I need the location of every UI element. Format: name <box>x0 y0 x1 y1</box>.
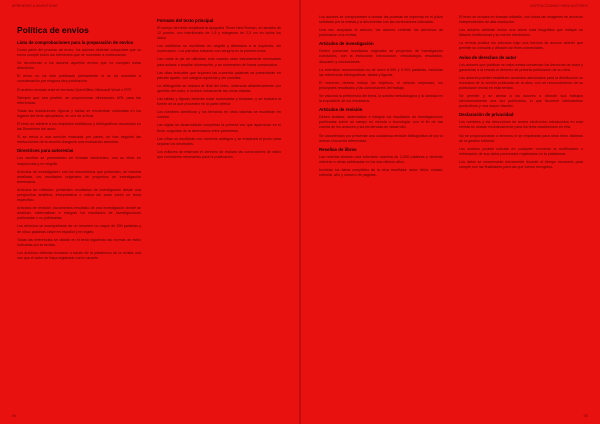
paragraph: Deben presentar resultados originales de proyectos de investigación concluidos, con la estructura: introducción, metodología, resultados, discusión y conclusiones. <box>319 49 443 64</box>
paragraph: Las notas al pie se utilizarán solo cuando sean estrictamente necesarias para aclarar o ampliar información, y se numerarán de forma consecutiva. <box>157 57 281 67</box>
paragraph: Las tablas y figuras deberán estar numeradas y tituladas, y se indicará la fuente de la que proceden en la parte inferior. <box>157 97 281 107</box>
paragraph: Los archivos deberán enviarse a través de la plataforma de la revista una vez que el autor se haya registrado como usuario. <box>17 250 141 260</box>
section-heading: Reseñas de libros <box>319 146 357 152</box>
paragraph: El envío no ha sido publicado previamente ni se ha sometido a consideración por ninguna otra publicación. <box>17 74 141 84</box>
paragraph: Las siglas se desarrollarán completas la primera vez que aparezcan en el texto, seguidas de la abreviatura entre paréntesis. <box>157 123 281 133</box>
paragraph: Artículos de investigación: son los documentos que presentan, de manera detallada, los resultados originales de proyectos de investigación terminados. <box>17 169 141 184</box>
paragraph: Los datos se conservarán únicamente durante el tiempo necesario para cumplir con las finalidades para las que fueron recogidos. <box>459 159 583 169</box>
paragraph: Las cifras se escribirán con números arábigos y se empleará el punto para separar los decimales. <box>157 136 281 146</box>
paragraph: Como parte del proceso de envío, los autores deberán comprobar que su envío cumple todos los elementos que se muestran a continuación. <box>17 48 141 58</box>
text-column-2 <box>157 15 281 410</box>
section-heading: Artículos de investigación <box>319 41 374 47</box>
paragraph: Artículos de reflexión: presentan resultados de investigación desde una perspectiva analítica, interpretativa o crítica del autor sobre un tema específico. <box>17 187 141 203</box>
paragraph: Los artículos se acompañarán de un resumen no mayor de 250 palabras y de cinco palabras clave en español y en inglés. <box>17 224 141 234</box>
text-column-1 <box>17 15 141 410</box>
paragraph: Los nombres científicos y los términos en otros idiomas se escribirán en cursiva. <box>157 110 281 120</box>
paragraph: El resumen deberá indicar los objetivos, el método empleado, los principales resultados y las conclusiones del trabajo. <box>319 80 443 90</box>
paragraph: Las citas textuales que superen las cuarenta palabras se presentarán en párrafo aparte, con sangría izquierda y sin comillas. <box>157 70 281 80</box>
paragraph: Si se envía a una sección evaluada por pares, se han seguido las instrucciones de la sección Asegurar una evaluación anónima. <box>17 135 141 145</box>
paragraph: Los nombres y las direcciones de correo electrónico introducidos en esta revista se usarán exclusivamente para los fines establecidos en ella. <box>459 120 583 130</box>
paragraph: Los autores deberán incluir una breve nota biográfica que indique su filiación institucional y su correo electrónico. <box>459 28 583 38</box>
text-column-2 <box>459 15 583 410</box>
paragraph: La extensión recomendada es de entre 6.000 y 9.000 palabras, incluidas las referencias bibliográficas, tablas y figuras. <box>319 67 443 77</box>
paragraph: El cuerpo del texto empleará la tipografía Times New Roman, en tamaño de 12 puntos, con interlineado de 1,5 y márgenes de 2,5 cm en todos los lados. <box>157 26 281 41</box>
paragraph: Los autores se comprometen a revisar las pruebas de imprenta en el plazo señalado por la revista y a devolverlas con las correcciones indicadas. <box>319 15 443 25</box>
paragraph: Los subtítulos se escribirán en negrita y alineados a la izquierda, sin numeración. Los párrafos iniciarán con sangría en la primera línea. <box>157 44 281 54</box>
paragraph: Los autores podrán solicitar en cualquier momento la rectificación o eliminación de sus datos personales registrados en la plataforma. <box>459 146 583 156</box>
section-heading: Formato del texto principal <box>157 18 214 23</box>
right-page <box>300 0 600 424</box>
paragraph: El archivo enviado está en formato OpenOffice, Microsoft Word o RTF. <box>17 87 132 92</box>
paragraph: La revista publica los artículos bajo una licencia de acceso abierto que permite su consulta y difusión sin fines comerciales. <box>459 41 583 51</box>
section-title: Política de envíos <box>17 25 89 35</box>
paragraph: Los escritos se presentarán en formato electrónico, con su título en mayúsculas y en negrita. <box>17 156 141 166</box>
section-heading: Declaración de privacidad <box>459 112 514 118</box>
column-content <box>157 18 281 160</box>
text-column-1 <box>319 15 443 410</box>
section-heading: Directrices para autores/as <box>17 148 74 154</box>
column-content <box>319 15 443 178</box>
paragraph: Se devolverán a los autores aquellos envíos que no cumplan estas directrices. <box>17 61 141 71</box>
section-heading: Artículos de revisión <box>319 107 363 113</box>
paragraph: Se permite y se anima a los autores a difundir sus trabajos electrónicamente una vez publicados, lo que favorece intercambios productivos y una mayor citación. <box>459 94 583 109</box>
section-heading: Lista de comprobaciones para la preparación de envíos <box>17 40 134 45</box>
paragraph: El texto se enviará en formato editable, con todas las imágenes en archivos independientes de alta resolución. <box>459 15 583 25</box>
page-number: 95 <box>583 413 588 418</box>
paragraph: La bibliografía se ubicará al final del texto, ordenada alfabéticamente por apellido del autor, e incluirá únicamente las obras citadas. <box>157 83 281 93</box>
page-number: 94 <box>12 413 17 418</box>
paragraph: Una vez aceptado el artículo, los autores cederán los derechos de publicación a la revista. <box>319 28 443 38</box>
paragraph: Siempre que sea posible, se proporcionan direcciones URL para las referencias. <box>17 95 141 105</box>
paragraph: Incluirán los datos completos de la obra reseñada: autor, título, ciudad, editorial, año y número de páginas. <box>319 167 443 177</box>
paragraph: Se valorará la pertinencia del tema, la solidez metodológica y la claridad en la exposición de los resultados. <box>319 94 443 104</box>
paragraph: Los autores pueden establecer acuerdos adicionales para la distribución no exclusiva de la versión publicada de la obra, con un reconocimiento de su publicación inicial en esta revista. <box>459 75 583 90</box>
section-heading: Aviso de derechos de autor <box>459 54 517 60</box>
paragraph: Todas las ilustraciones, figuras y tablas se encuentran colocadas en los lugares del texto apropiados, en vez de al final. <box>17 108 141 118</box>
paragraph: Los editores se reservan el derecho de realizar las correcciones de estilo que consideren necesarias para la publicación. <box>157 149 281 159</box>
paragraph: Los autores que publican en esta revista conservan los derechos de autor y garantizan a la revista el derecho de primera publicación de su obra. <box>459 62 583 72</box>
paragraph: Las reseñas tendrán una extensión máxima de 2.000 palabras y deberán referirse a obras publicadas en los dos últimos años. <box>319 154 443 164</box>
paragraph: Artículos de revisión: documentos resultado de una investigación donde se analizan, sistematizan e integran los resultados de investigaciones publicadas o no publicadas. <box>17 206 141 221</box>
paragraph: El texto se adhiere a los requisitos estilísticos y bibliográficos resumidos en las Directrices del autor. <box>17 122 141 132</box>
running-head: INSTRUCCIONES PARA AUTORES <box>530 4 588 8</box>
paragraph: No se proporcionarán a terceros ni se emplearán para otros fines distintos de la gestión editorial. <box>459 133 583 143</box>
paragraph: Todas las referencias se citarán en el texto siguiendo las normas de estilo indicadas por la revista. <box>17 237 141 247</box>
column-content <box>459 15 583 170</box>
paragraph: Se caracterizan por presentar una cuidadosa revisión bibliográfica de por lo menos cincuenta referencias. <box>319 133 443 143</box>
running-head: APRENDER A INVESTIGAR <box>12 4 58 8</box>
paragraph: Deben analizar, sistematizar e integrar los resultados de investigaciones publicadas sobre un campo en ciencia o tecnología, con el fin de dar cuenta de los avances y las tendencias de desarrollo. <box>319 115 443 130</box>
column-content <box>17 40 141 261</box>
